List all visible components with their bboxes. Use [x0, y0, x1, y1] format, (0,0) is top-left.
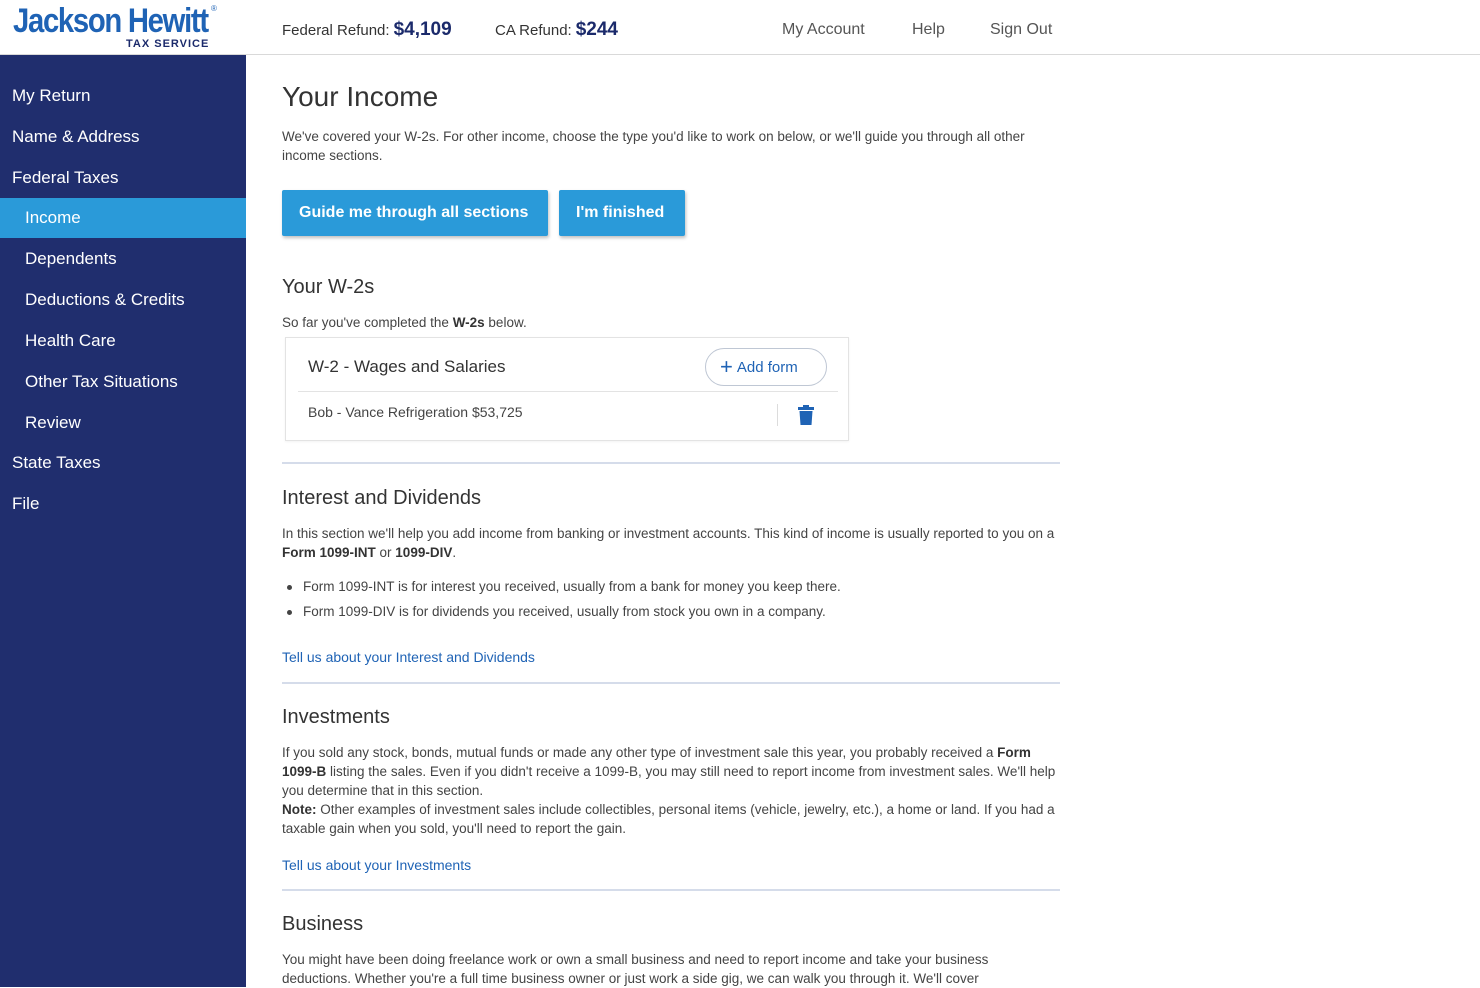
logo-tagline: TAX SERVICE: [126, 38, 210, 50]
sidebar-item-state-taxes[interactable]: State Taxes: [12, 453, 101, 472]
interest-text-mid: or: [375, 545, 396, 560]
sidebar-item-my-return[interactable]: My Return: [12, 86, 91, 105]
logo-registered-mark: ®: [211, 4, 217, 13]
w2-card-divider: [298, 391, 838, 392]
business-description: You might have been doing freelance work or own a small business and need to report income and take your business deductions. Whether you're a full time business owner or just work a side gig, we can walk you through it. We'll cover: [282, 952, 989, 986]
interest-section-heading: Interest and Dividends: [282, 487, 482, 509]
federal-refund-label: Federal Refund:: [282, 22, 390, 39]
investments-description: [282, 743, 1058, 838]
sidebar-item-file[interactable]: File: [12, 494, 40, 513]
federal-refund: [282, 19, 452, 41]
sidebar-item-name-address[interactable]: Name & Address: [12, 127, 140, 146]
interest-text-post: .: [452, 545, 457, 560]
interest-text-pre: In this section we'll help you add income from banking or investment accounts. This kind of income is usually reported to you on a: [282, 526, 1055, 541]
w2-section-heading: Your W-2s: [282, 276, 375, 298]
investments-section-heading: Investments: [282, 706, 390, 728]
page-intro: We've covered your W-2s. For other income, choose the type you'd like to work on below, or we'll guide you through all other income sections.: [282, 129, 1025, 163]
w2-card-title: W-2 - Wages and Salaries: [308, 357, 506, 376]
sidebar-nav: [0, 55, 246, 987]
investments-link[interactable]: Tell us about your Investments: [282, 857, 472, 873]
investments-text-pre: If you sold any stock, bonds, mutual funds or made any other type of investment sale this year, you probably received a: [282, 745, 998, 760]
section-divider: [282, 462, 1060, 464]
investments-form-1099b: Form 1099-B: [282, 745, 1031, 779]
sidebar-item-health-care[interactable]: Health Care: [25, 331, 116, 350]
logo-wordmark: Jackson Hewitt: [13, 2, 208, 40]
interest-bullet-list: [287, 577, 841, 627]
w2-note-post: below.: [484, 315, 527, 330]
w2-note-bold: W-2s: [452, 315, 485, 330]
guide-me-button[interactable]: Guide me through all sections: [282, 190, 548, 236]
interest-form-1099int: Form 1099-INT: [282, 545, 376, 560]
interest-form-1099div: 1099-DIV: [395, 545, 453, 560]
w2-entry-divider: [777, 404, 778, 426]
section-divider: [282, 889, 1060, 891]
plus-icon: +: [720, 354, 733, 379]
business-section-heading: Business: [282, 913, 364, 935]
ca-refund-amount: $244: [575, 19, 618, 40]
investments-note-text: Other examples of investment sales include collectibles, personal items (vehicle, jewelry, etc.), a home or land. If you had a taxable gain when you sold, you'll need to report the gain.: [282, 802, 1055, 836]
sidebar-item-other-tax-situations[interactable]: Other Tax Situations: [25, 372, 178, 391]
sidebar-item-deductions-credits[interactable]: Deductions & Credits: [25, 290, 185, 309]
my-account-link[interactable]: My Account: [782, 21, 865, 38]
im-finished-button[interactable]: I'm finished: [559, 190, 685, 236]
list-item: Form 1099-DIV is for dividends you received, usually from stock you own in a company.: [287, 602, 841, 627]
w2-note-pre: So far you've completed the: [282, 315, 453, 330]
add-form-button[interactable]: [705, 348, 827, 386]
jackson-hewitt-logo[interactable]: [13, 2, 223, 52]
federal-refund-amount: $4,109: [393, 19, 452, 40]
w2-card: [285, 337, 849, 441]
sign-out-link[interactable]: Sign Out: [990, 21, 1053, 38]
list-item: Form 1099-INT is for interest you received, usually from a bank for money you keep there.: [287, 577, 841, 602]
help-link[interactable]: Help: [912, 21, 945, 38]
w2-note: [282, 313, 1058, 332]
investments-note-label: Note:: [282, 802, 317, 817]
sidebar-item-dependents[interactable]: Dependents: [25, 249, 117, 268]
sidebar-item-review[interactable]: Review: [25, 413, 81, 432]
ca-refund: [495, 19, 618, 41]
section-divider: [282, 682, 1060, 684]
interest-dividends-link[interactable]: Tell us about your Interest and Dividends: [282, 649, 535, 665]
top-bar: [0, 0, 1480, 55]
sidebar-item-federal-taxes[interactable]: Federal Taxes: [12, 168, 119, 187]
sidebar-item-income[interactable]: Income: [0, 198, 246, 238]
w2-entry[interactable]: Bob - Vance Refrigeration $53,725: [308, 404, 523, 420]
page-title: Your Income: [282, 81, 439, 112]
interest-description: [282, 524, 1058, 562]
investments-text-post: listing the sales. Even if you didn't receive a 1099-B, you may still need to report income from investment sales. We'll help you determine that in this section.: [282, 764, 1056, 798]
trash-icon[interactable]: [797, 405, 815, 425]
add-form-label: Add form: [736, 359, 798, 376]
ca-refund-label: CA Refund:: [495, 22, 572, 39]
